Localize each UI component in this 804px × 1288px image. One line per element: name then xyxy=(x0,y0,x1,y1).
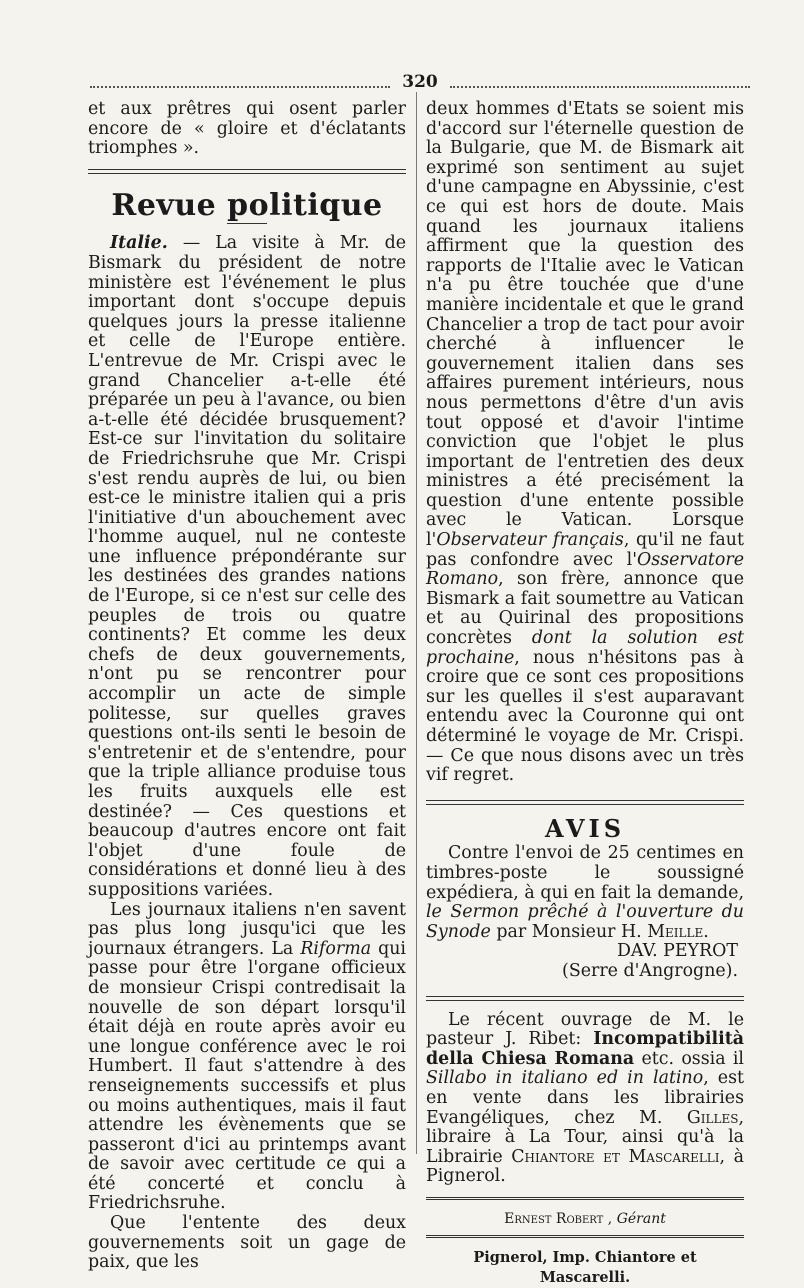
page-number: 320 xyxy=(402,72,438,92)
column-divider xyxy=(416,92,417,1154)
paragraph-journaux-text-a: Les journaux italiens n'en savent pas plus long jusqu'ici que les journaux étrangers. La xyxy=(88,899,406,959)
observateur-title: Observateur français xyxy=(436,530,624,551)
gerant-title: Gérant xyxy=(616,1210,666,1227)
ad-divider xyxy=(426,996,744,1001)
ad-text-e: , à Pignerol. xyxy=(426,1146,744,1187)
meille-name: Meille. xyxy=(647,921,709,942)
section-divider xyxy=(88,169,406,174)
book-ad-text xyxy=(426,1011,744,1187)
chiantore-name: Chiantore et Mascarelli xyxy=(511,1146,720,1167)
paragraph-continuation xyxy=(426,100,744,786)
paragraph-italie-text: — La visite à Mr. de Bismark du président de notre ministère est l'événement le plus important dont s'occupe depuis quelques jours la presse italienne et celle de l'Europe entière. L'entrevue de Mr. Crispi avec le grand Chancelier a-t-elle été préparée un peu à l'avance, ou bien a-t-elle été décidée brusquement? Est-ce sur l'invitation du solitaire de Friedrichsruhe que Mr. Crispi s'est rendu auprès de lui, ou bien est-ce le ministre italien qui a pris l'initiative d'un abouchement avec l'homme auquel, nul ne conteste une influence prépondérante sur les destinées des grandes nations de l'Europe, si ce n'est sur celle des peuples de trois ou quatre continents? Et comme les deux chefs de deux gouvernements, n'ont pu se rencontrer pour accomplir un acte de simple politesse, sur quelles graves questions ont-ils senti le besoin de s'entretenir et de s'entendre, pour que la triple alliance produise tous les fruits auxquels elle est destinée? — Ces questions et beaucoup d'autres encore ont fait l'objet d'une foule de considérations et donné lieu à des suppositions variées. xyxy=(88,233,406,900)
gerant-name: Ernest Robert xyxy=(504,1210,604,1227)
paragraph-journaux xyxy=(88,901,406,1215)
title-underline xyxy=(227,223,267,224)
avis-text-a: Contre l'envoi de 25 centimes en timbres-poste le soussigné expédiera, à qui en fait la demande, xyxy=(426,843,744,903)
avis-divider xyxy=(426,800,744,805)
continuation-text-c: , son frère, annonce que Bismark a fait soumettre au Vatican et au Quirinal des propositions concrètes xyxy=(426,569,744,649)
avis-text xyxy=(426,844,744,942)
printer-imprint: Pignerol, Imp. Chiantore et Mascarelli. xyxy=(473,1249,697,1287)
signature-place: (Serre d'Angrogne). xyxy=(562,960,738,981)
right-column xyxy=(426,100,744,1288)
paragraph-entente: Que l'entente des deux gouvernements soit un gage de paix, que les xyxy=(88,1213,406,1273)
intro-text: et aux prêtres qui osent parler encore de « gloire et d'éclatants triomphes ». xyxy=(88,99,406,159)
ad-text-b: etc. ossia il xyxy=(634,1048,744,1069)
avis-text-b: par Monsieur H. xyxy=(490,921,648,942)
sillabo-title: Sillabo in italiano ed in latino xyxy=(426,1068,704,1089)
paragraph-italie xyxy=(88,234,406,900)
ad-text-c: , est en vente dans les librairies Evangéliques, chez M. xyxy=(426,1068,745,1128)
continuation-text-d: , nous n'hésitons pas à croire que ce sont ces propositions sur les quelles il s'est auparavant entendu avec la Couronne qui ont déterminé le voyage de Mr. Crispi. — Ce que nous disons avec un très vif regret. xyxy=(426,647,744,786)
continuation-text-a: deux hommes d'Etats se soient mis d'accord sur l'éternelle question de la Bulgarie, que M. de Bismark ait exprimé son sentiment au sujet d'une campagne en Abyssinie, c'est ce qui est hors de doute. Mais quand les journaux italiens affirment que la question des rapports de l'Italie avec le Vatican n'a pu être touchée que d'une manière incidentale et que le grand Chancelier a trop de tact pour avoir cherché à influencer le gouvernement italien dans ses affaires purement intérieurs, nous nous permettons d'être d'un avis tout opposé et d'avoir l'intime conviction que l'objet le plus important de l'entretien des deux ministres a été precisément la question d'une entente possible avec le Vatican. Lorsque l' xyxy=(426,99,744,551)
solution-phrase: dont la solution est prochaine xyxy=(426,628,744,668)
sermon-title: le Sermon prêché à l'ouverture du Synode xyxy=(426,902,744,942)
signature-name: DAV. PEYROT xyxy=(616,941,738,962)
avis-title: AVIS xyxy=(544,813,626,843)
ad-text-a: Le récent ouvrage de M. le pasteur J. Ribet: xyxy=(426,1009,744,1050)
book-title: Incompatibilità della Chiesa Romana xyxy=(426,1029,744,1069)
osservatore-title: Osservatore Romano xyxy=(426,549,744,590)
left-column xyxy=(88,100,406,1273)
continuation-text-b: , qu'il ne faut pas confondre avec l' xyxy=(426,530,744,570)
gerant-divider xyxy=(426,1197,744,1200)
gerant-line: Ernest Robert , Gérant xyxy=(504,1210,666,1227)
imprint-divider xyxy=(426,1235,744,1238)
riforma-title: Riforma xyxy=(300,938,372,959)
italie-label: Italie. xyxy=(110,233,168,254)
ad-text-d: , libraire à La Tour, ainsi qu'à la Librairie xyxy=(426,1107,744,1167)
paragraph-journaux-text-b: qui passe pour être l'organe officieux de monsieur Crispi contredisait la nouvelle de son départ lorsqu'il était déjà en route après avoir eu une longue conférence avec le roi Humbert. Il faut s'attendre à des renseignements successifs et plus ou moins authentiques, mais il faut attendre les évènements que se passeront d'ici au printemps avant de savoir avec certitude ce qui a été concerté et conclu à Friedrichsruhe. xyxy=(88,938,406,1214)
section-title: Revue politique xyxy=(111,187,383,223)
gilles-name: Gilles xyxy=(686,1107,739,1128)
